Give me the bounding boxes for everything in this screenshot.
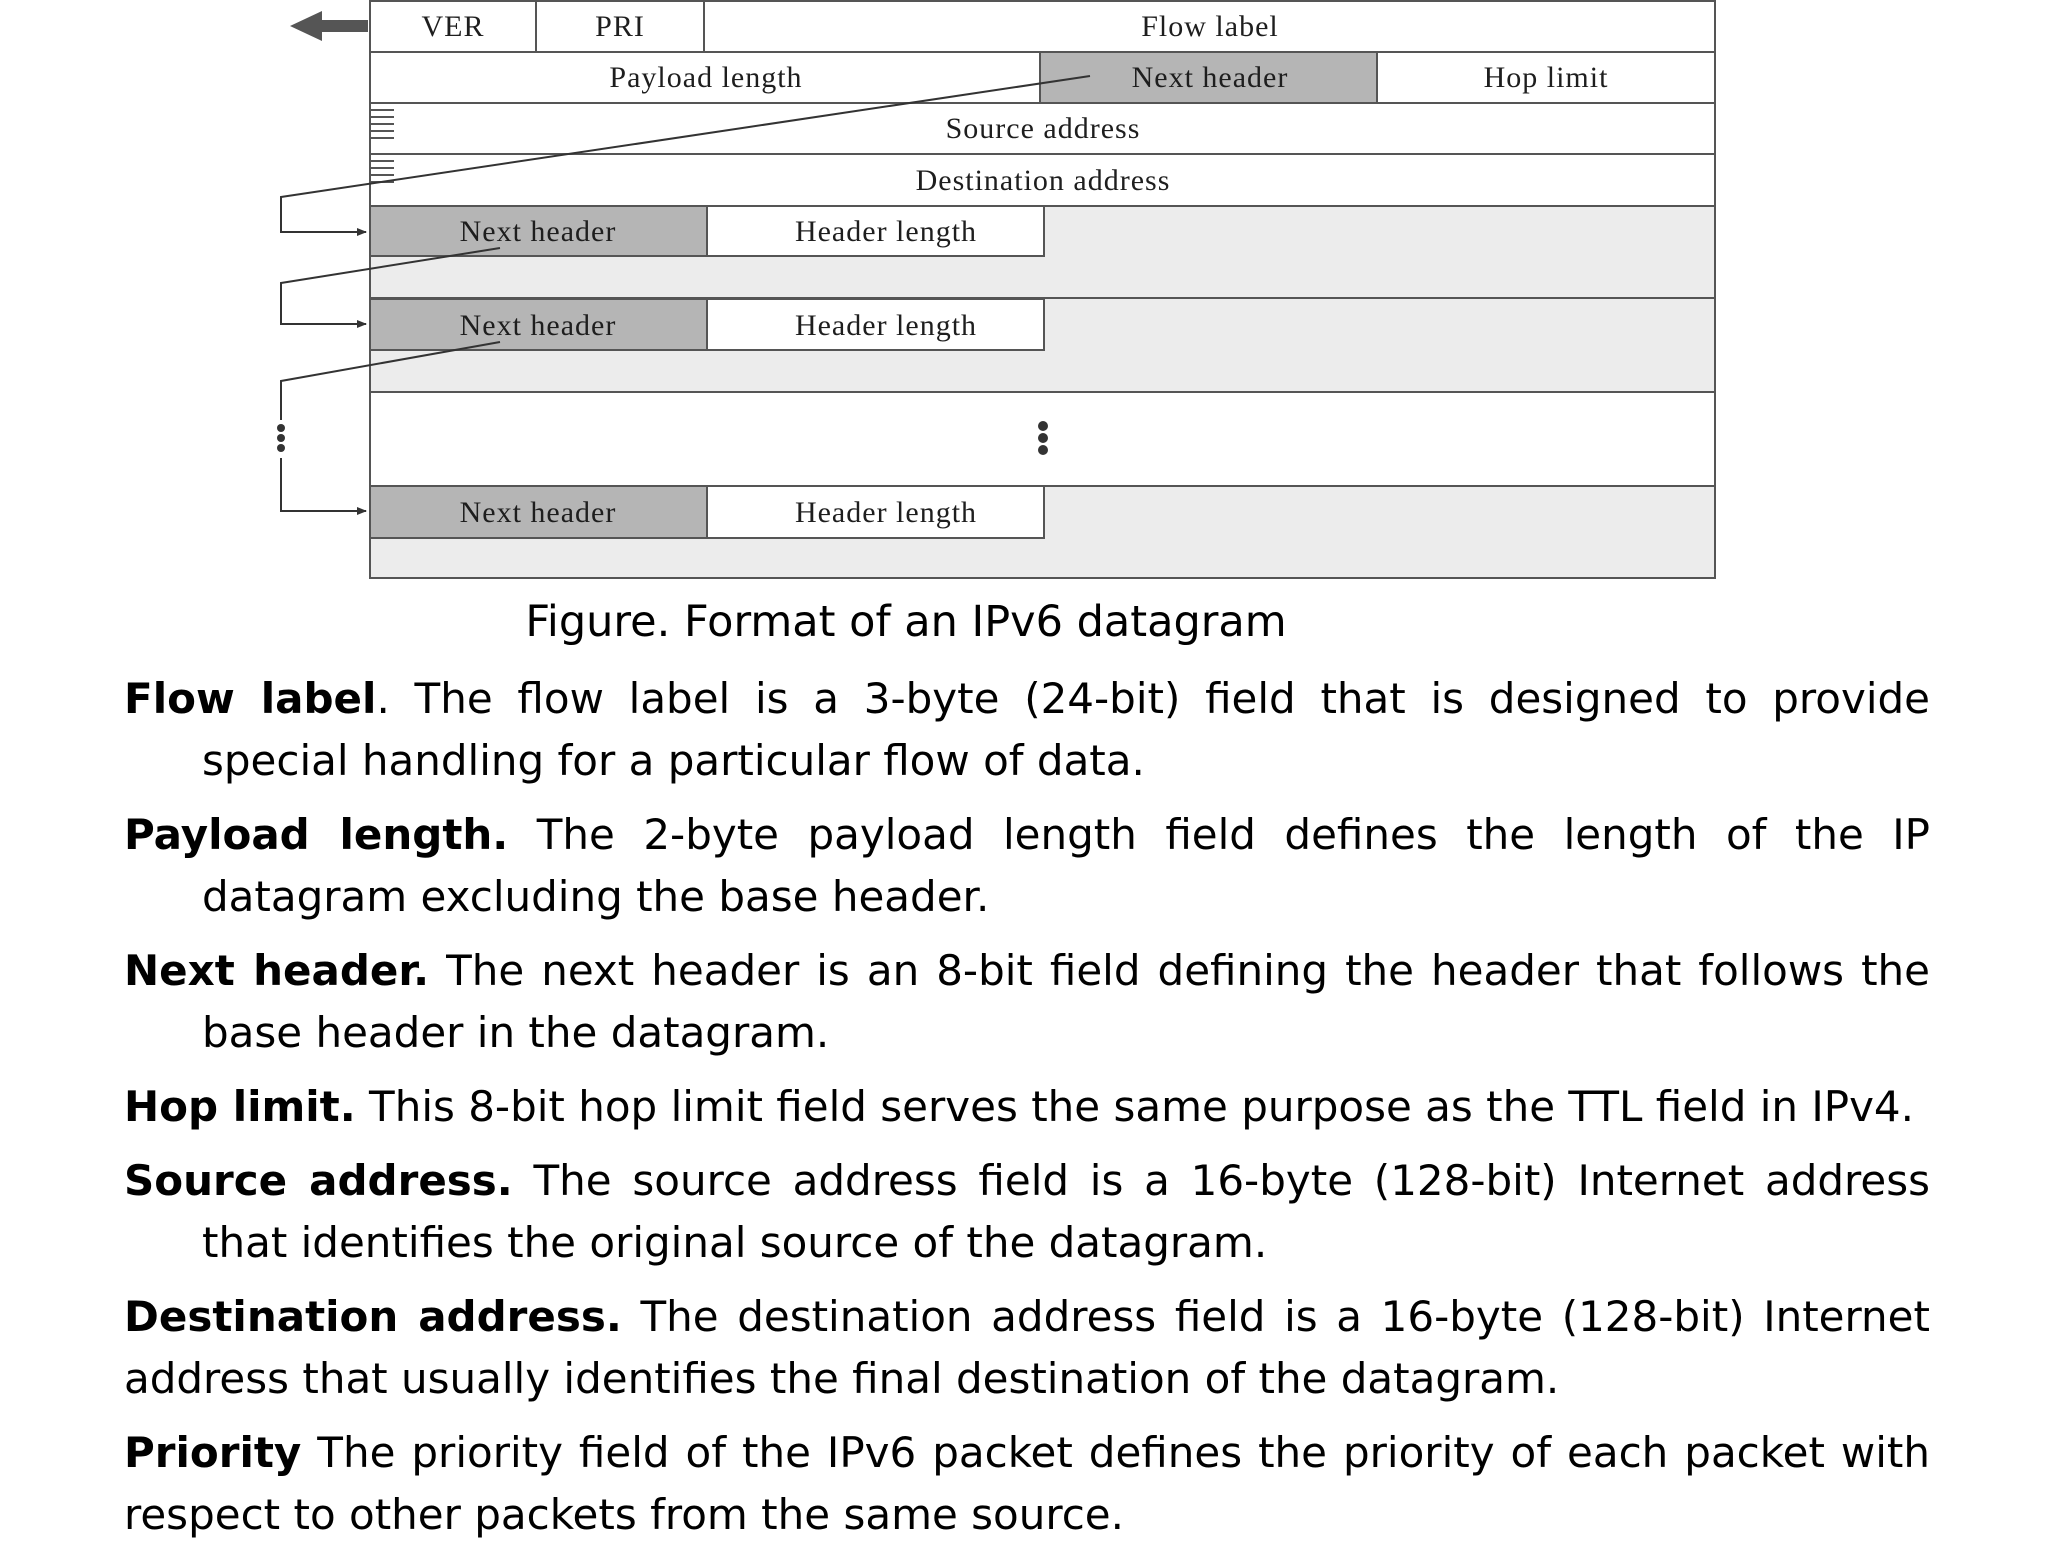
pri-label: PRI <box>595 10 645 43</box>
pointer-ellipsis-icon <box>277 424 285 452</box>
payload-length-label: Payload length <box>609 61 803 94</box>
ext1-next-header-label: Next header <box>459 215 617 248</box>
definition-priority <box>124 1422 1930 1546</box>
hop-limit-label: Hop limit <box>1483 61 1609 94</box>
left-arrow-icon <box>290 11 368 41</box>
definition-payload-length <box>124 804 1930 928</box>
destination-address-label: Destination address <box>915 164 1171 197</box>
definition-text: The priority field of the IPv6 packet defines the priority of each packet with respect to other packets from the same source. <box>124 1428 1930 1539</box>
definition-flow-label <box>124 668 1930 792</box>
definition-term: Next header. <box>124 946 430 995</box>
next-header-label: Next header <box>1131 61 1289 94</box>
definition-term: Source address. <box>124 1156 513 1205</box>
definitions-list <box>124 668 1930 1558</box>
definition-hop-limit <box>124 1076 1930 1138</box>
ext1-header-length-label: Header length <box>794 215 978 248</box>
figure-caption: Figure. Format of an IPv6 datagram <box>525 597 1287 647</box>
definition-text: The next header is an 8-bit field defining the header that follows the base header in the datagram. <box>202 946 1931 1057</box>
definition-term: Hop limit. <box>124 1082 356 1131</box>
ipv6-datagram-diagram <box>0 0 2048 600</box>
middle-ellipsis-icon <box>1038 421 1048 455</box>
definition-next-header <box>124 940 1930 1064</box>
definition-text: This 8-bit hop limit field serves the same purpose as the TTL field in IPv4. <box>355 1082 1914 1131</box>
definition-text: The flow label is a 3-byte (24-bit) field that is designed to provide special handling for a particular flow of data. <box>202 674 1930 785</box>
ext3-next-header-label: Next header <box>459 496 617 529</box>
definition-destination-address <box>124 1286 1930 1410</box>
flow-label-label: Flow label <box>1141 10 1279 43</box>
definition-text: The 2-byte payload length field defines the length of the IP datagram excluding the base header. <box>202 810 1931 921</box>
definition-term: Priority <box>124 1428 302 1477</box>
definition-source-address <box>124 1150 1930 1274</box>
definition-text: The destination address field is a 16-byte (128-bit) Internet address that usually identifies the final destination of the datagram. <box>124 1292 1930 1403</box>
ext2-next-header-label: Next header <box>459 309 617 342</box>
definition-term: Flow label <box>124 674 377 723</box>
definition-text: The source address field is a 16-byte (128-bit) Internet address that identifies the original source of the datagram. <box>202 1156 1930 1267</box>
source-address-label: Source address <box>945 112 1141 145</box>
ext2-header-length-label: Header length <box>794 309 978 342</box>
definition-separator: . <box>376 674 390 723</box>
ext3-header-length-label: Header length <box>794 496 978 529</box>
ver-label: VER <box>421 10 485 43</box>
definition-term: Payload length. <box>124 810 509 859</box>
definition-term: Destination address. <box>124 1292 622 1341</box>
